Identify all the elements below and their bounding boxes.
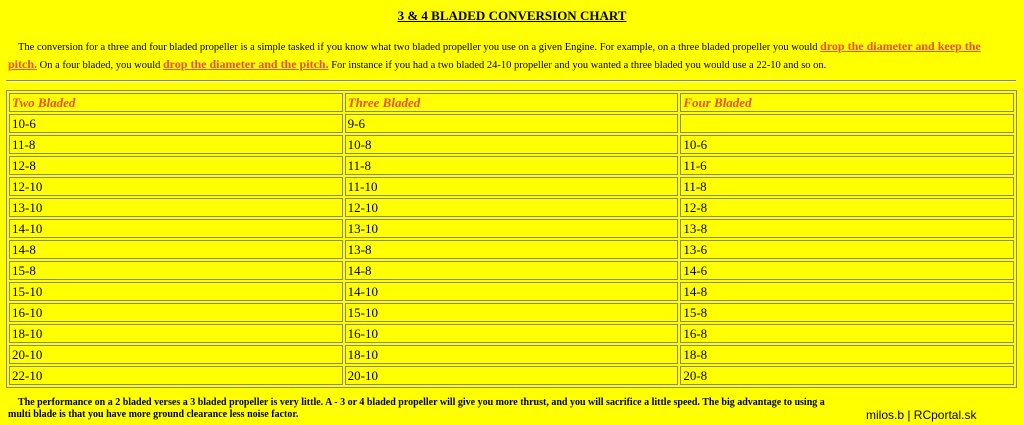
cell-three-bladed: 14-10: [345, 282, 679, 301]
cell-two-bladed: 12-8: [9, 156, 343, 175]
horizontal-divider: [6, 80, 1016, 82]
intro-highlight-1: drop the diameter and keep the pitch.: [8, 39, 981, 71]
cell-four-bladed: 15-8: [680, 303, 1014, 322]
table-row: [9, 114, 1014, 133]
table-row: [9, 219, 1014, 238]
table-row: [9, 156, 1014, 175]
cell-two-bladed: 14-10: [9, 219, 343, 238]
table-row: [9, 198, 1014, 217]
cell-two-bladed: 16-10: [9, 303, 343, 322]
cell-three-bladed: 13-10: [345, 219, 679, 238]
cell-four-bladed: 10-6: [680, 135, 1014, 154]
cell-two-bladed: 14-8: [9, 240, 343, 259]
table-row: [9, 261, 1014, 280]
intro-text-1: The conversion for a three and four bladed propeller is a simple tasked if you know what two bladed propeller you use on a given Engine. For example, on a three bladed propeller you would: [18, 42, 821, 53]
cell-two-bladed: 18-10: [9, 324, 343, 343]
cell-four-bladed: 12-8: [680, 198, 1014, 217]
credit-watermark: milos.b | RCportal.sk: [866, 408, 977, 422]
table-row: [9, 177, 1014, 196]
cell-four-bladed: 13-8: [680, 219, 1014, 238]
cell-four-bladed: 16-8: [680, 324, 1014, 343]
cell-four-bladed: 20-8: [680, 366, 1014, 385]
page-title: 3 & 4 BLADED CONVERSION CHART: [397, 8, 627, 23]
cell-three-bladed: 13-8: [345, 240, 679, 259]
table-body: [9, 114, 1014, 385]
cell-two-bladed: 20-10: [9, 345, 343, 364]
cell-four-bladed: 18-8: [680, 345, 1014, 364]
cell-two-bladed: 10-6: [9, 114, 343, 133]
header-three-bladed: Three Bladed: [345, 93, 679, 112]
cell-three-bladed: 10-8: [345, 135, 679, 154]
intro-highlight-2: drop the diameter and the pitch.: [163, 57, 329, 71]
cell-three-bladed: 18-10: [345, 345, 679, 364]
table-row: [9, 303, 1014, 322]
intro-paragraph: [8, 38, 1008, 74]
header-four-bladed: Four Bladed: [680, 93, 1014, 112]
cell-four-bladed: 14-6: [680, 261, 1014, 280]
table-row: [9, 366, 1014, 385]
cell-three-bladed: 16-10: [345, 324, 679, 343]
cell-four-bladed: 14-8: [680, 282, 1014, 301]
cell-three-bladed: 14-8: [345, 261, 679, 280]
cell-two-bladed: 15-8: [9, 261, 343, 280]
table-row: [9, 240, 1014, 259]
cell-two-bladed: 12-10: [9, 177, 343, 196]
cell-three-bladed: 20-10: [345, 366, 679, 385]
cell-two-bladed: 15-10: [9, 282, 343, 301]
cell-two-bladed: 13-10: [9, 198, 343, 217]
cell-four-bladed: [680, 114, 1014, 133]
cell-three-bladed: 15-10: [345, 303, 679, 322]
cell-four-bladed: 13-6: [680, 240, 1014, 259]
table-row: [9, 282, 1014, 301]
header-two-bladed: Two Bladed: [9, 93, 343, 112]
cell-two-bladed: 11-8: [9, 135, 343, 154]
footer-paragraph: The performance on a 2 bladed verses a 3 bladed propeller is very little. A - 3 or 4 bladed propeller will give you more thrust, and you will sacrifice a little speed. The big advantage to using a multi blade is that you have more ground clearance less noise factor.: [8, 397, 825, 420]
cell-three-bladed: 9-6: [345, 114, 679, 133]
table-row: [9, 324, 1014, 343]
cell-four-bladed: 11-6: [680, 156, 1014, 175]
intro-text-3: For instance if you had a two bladed 24-10 propeller and you wanted a three bladed you would use a 22-10 and so on.: [328, 60, 827, 71]
cell-two-bladed: 22-10: [9, 366, 343, 385]
cell-three-bladed: 11-8: [345, 156, 679, 175]
cell-three-bladed: 11-10: [345, 177, 679, 196]
intro-text-2: On a four bladed, you would: [37, 60, 163, 71]
conversion-table: [6, 90, 1017, 388]
cell-four-bladed: 11-8: [680, 177, 1014, 196]
table-header-row: [9, 93, 1014, 112]
table-row: [9, 345, 1014, 364]
table-row: [9, 135, 1014, 154]
cell-three-bladed: 12-10: [345, 198, 679, 217]
